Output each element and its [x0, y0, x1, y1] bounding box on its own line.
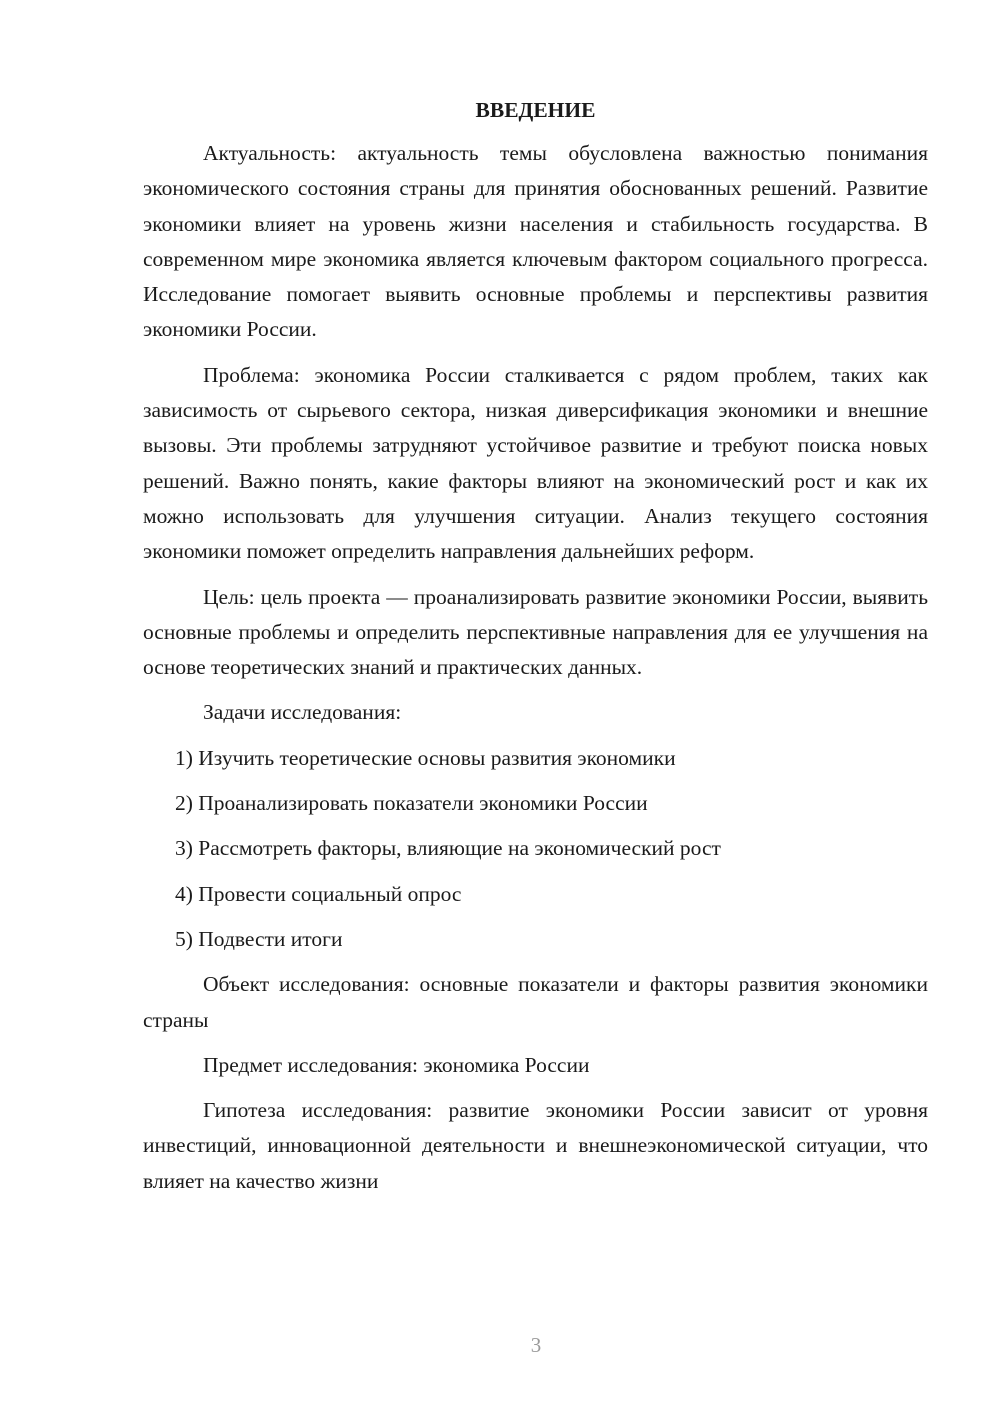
tasks-title: Задачи исследования: — [203, 700, 402, 725]
relevance-paragraph: Актуальность: актуальность темы обусловлена важностью понимания экономического состояния страны для принятия обоснованных решений. Развитие экономики влияет на уровень жизни населения и стабильность государства. В современном мире экономика является ключевым фактором социального прогресса. Исследование помогает выявить основные проблемы и перспективы развития экономики России. — [143, 141, 928, 342]
tasks-list — [143, 741, 928, 957]
goal-paragraph: Цель: цель проекта — проанализировать развитие экономики России, выявить основные проблемы и определить перспективные направления для ее улучшения на основе теоретических знаний и практических данных. — [143, 584, 928, 680]
list-item: 1) Изучить теоретические основы развития экономики — [175, 745, 676, 770]
page-title: ВВЕДЕНИЕ — [475, 98, 596, 122]
list-item: 4) Провести социальный опрос — [175, 881, 462, 906]
page-number: 3 — [530, 1333, 542, 1357]
object-paragraph: Объект исследования: основные показатели и факторы развития экономики страны — [143, 972, 928, 1032]
list-item: 2) Проанализировать показатели экономики России — [175, 791, 648, 816]
list-item: 5) Подвести итоги — [175, 926, 343, 951]
problem-paragraph: Проблема: экономика России сталкивается с рядом проблем, таких как зависимость от сырьевого сектора, низкая диверсификация экономики и внешние вызовы. Эти проблемы затрудняют устойчивое развитие и требуют поиска новых решений. Важно понять, какие факторы влияют на экономический рост и как их можно использовать для улучшения ситуации. Анализ текущего состояния экономики поможет определить направления дальнейших реформ. — [143, 362, 928, 564]
subject-paragraph: Предмет исследования: экономика России — [203, 1052, 590, 1077]
hypothesis-paragraph: Гипотеза исследования: развитие экономики России зависит от уровня инвестиций, инновационной деятельности и внешнеэкономической ситуации, что влияет на качество жизни — [143, 1098, 928, 1193]
page-content — [143, 94, 928, 1209]
list-item: 3) Рассмотреть факторы, влияющие на экономический рост — [175, 836, 721, 861]
